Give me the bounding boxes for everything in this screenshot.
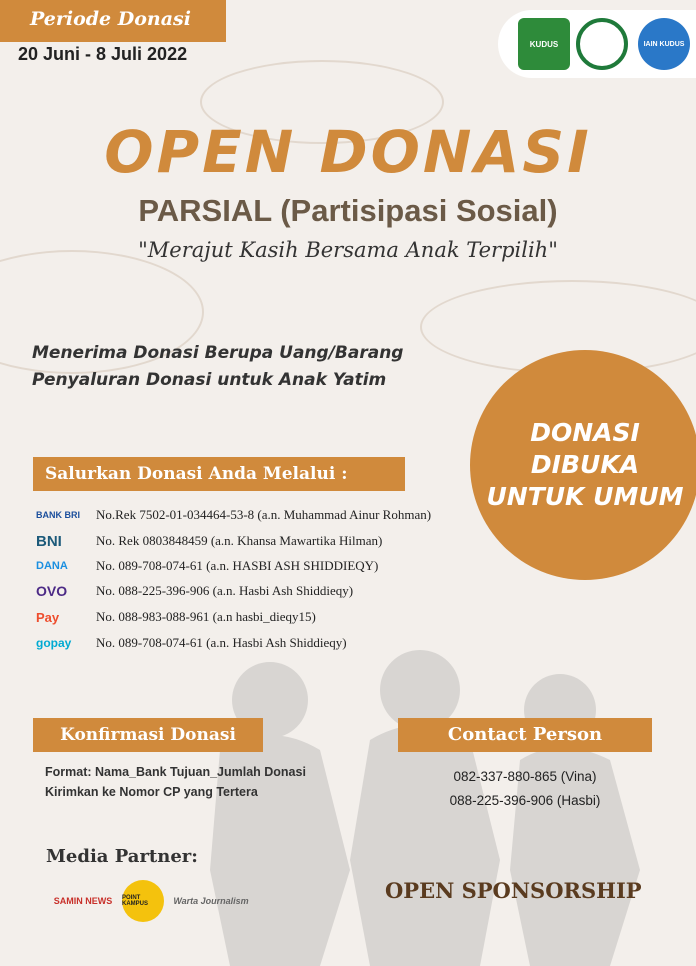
warta-journalism-logo: Warta Journalism bbox=[173, 896, 249, 906]
badge-line-1: DONASI bbox=[530, 418, 640, 447]
ovo-icon: OVO bbox=[36, 583, 68, 599]
open-sponsorship: OPEN SPONSORSHIP bbox=[385, 878, 642, 903]
payment-text: No. 088-225-396-906 (a.n. Hasbi Ash Shiddieqy) bbox=[96, 583, 354, 598]
bank-bri-icon: BANK BRI bbox=[36, 510, 80, 520]
info-line-2: Penyaluran Donasi untuk Anak Yatim bbox=[32, 370, 387, 390]
iain-kudus-logo: KUDUS bbox=[518, 18, 570, 70]
info-line-1: Menerima Donasi Berupa Uang/Barang bbox=[32, 343, 404, 363]
payment-text: No. 089-708-074-61 (a.n. HASBI ASH SHIDDIEQY) bbox=[96, 558, 379, 573]
page-subtitle: PARSIAL (Partisipasi Sosial) bbox=[138, 193, 558, 228]
contact-phone-1: 082-337-880-865 (Vina) bbox=[453, 769, 597, 784]
tagline: "Merajut Kasih Bersama Anak Terpilih" bbox=[138, 238, 558, 262]
payment-row bbox=[36, 554, 378, 578]
confirm-format: Format: Nama_Bank Tujuan_Jumlah Donasi bbox=[45, 765, 306, 779]
confirm-title: Konfirmasi Donasi bbox=[33, 718, 263, 752]
payment-text: No. 088-983-088-961 (a.n hasbi_dieqy15) bbox=[96, 609, 316, 624]
samin-news-logo: SAMIN NEWS bbox=[53, 896, 113, 906]
badge-line-3: UNTUK UMUM bbox=[486, 482, 684, 511]
student-org-logo bbox=[576, 18, 628, 70]
payment-text: No. 089-708-074-61 (a.n. Hasbi Ash Shiddieqy) bbox=[96, 635, 347, 650]
bni-icon: BNI bbox=[36, 532, 62, 550]
logo-strip bbox=[498, 10, 696, 78]
payment-row bbox=[36, 529, 382, 553]
payment-row bbox=[36, 503, 431, 527]
badge-line-2: DIBUKA bbox=[530, 450, 640, 479]
payment-text: No.Rek 7502-01-034464-53-8 (a.n. Muhammad Ainur Rohman) bbox=[96, 507, 432, 522]
media-partner-title: Media Partner: bbox=[46, 846, 198, 867]
open-donation-badge bbox=[470, 350, 696, 580]
channels-title: Salurkan Donasi Anda Melalui : bbox=[33, 457, 405, 491]
payment-row bbox=[36, 631, 347, 655]
dana-icon: DANA bbox=[36, 560, 68, 572]
shopeepay-icon: Pay bbox=[36, 609, 60, 625]
contact-title: Contact Person bbox=[398, 718, 652, 752]
mahasiswa-iain-logo: IAIN KUDUS bbox=[638, 18, 690, 70]
confirm-instruction: Kirimkan ke Nomor CP yang Tertera bbox=[45, 785, 258, 799]
point-kampus-logo: POINT KAMPUS bbox=[122, 880, 164, 922]
contact-phone-2: 088-225-396-906 (Hasbi) bbox=[449, 793, 601, 808]
payment-row bbox=[36, 605, 316, 629]
payment-text: No. Rek 0803848459 (a.n. Khansa Mawartika Hilman) bbox=[96, 533, 383, 548]
period-dates: 20 Juni - 8 Juli 2022 bbox=[18, 44, 188, 64]
period-label: Periode Donasi bbox=[30, 8, 191, 30]
page-title: OPEN DONASI bbox=[104, 118, 592, 186]
gopay-icon: gopay bbox=[36, 636, 72, 650]
payment-row bbox=[36, 579, 353, 603]
